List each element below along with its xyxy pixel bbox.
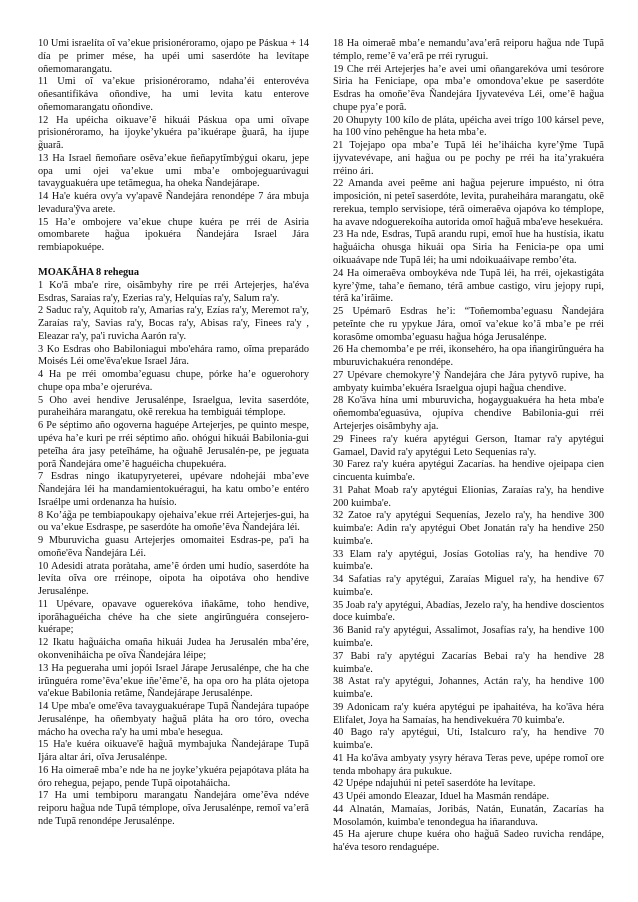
verse-paragraph: 4 Ha pe rréi omomba’eguasu chupe, pórke ha’e oguerohory chupe opa mba’e ojeruréva.	[38, 369, 309, 393]
verse-paragraph: 5 Oho avei hendive Jerusalénpe, Israelgua, levita saserdóte, puraheihára marangatu, okẽ rerekua ha tembiguái témplope.	[38, 394, 309, 419]
verse-paragraph: 17 Ha umi tembiporu marangatu Ñandejára ome’ẽva ndéve reiporu hag̃ua nde Tupã témplope, oĩva Jerusalénpe, remoĩ va’erã nde Tupã renondépe Jerusalénpe.	[38, 790, 309, 827]
verse-paragraph: 35 Joab ra'y apytégui, Abadías, Jezelo ra'y, ha hendive doscientos doce kuimba'e.	[333, 599, 604, 624]
verse-paragraph: 28 Ko'ãva hína umi mburuvicha, hogayguakuéra ha heta mba'e oñemomba'eguasúva, ojupíva chendive Babilonia-gui rréi Artejerjes oisãmbyhy aja.	[333, 395, 604, 432]
verse-paragraph: 7 Esdras ningo ikatupyryeterei, upévare ndohejái mba’eve Ñandejára léi ha mandamientokuéragui, ha katu ombo’e entéro Israélpe umi ordenanza ha huísio.	[38, 471, 309, 508]
verse-paragraph: 34 Safatias ra'y apytégui, Zaraías Miguel ra'y, ha hendive 67 kuimba'e.	[333, 574, 604, 598]
verse-paragraph: 27 Upévare chemokyre’ỹ Ñandejára che Jára pytyvõ rupive, ha ambyaty kuimba’ekuéra Israelgua ojupi hag̃ua chendive.	[333, 369, 604, 394]
verse-paragraph: 11 Umi oĩ va’ekue prisionéroramo, ndaha’éi enterovéva oñesantifikáva oñondive, ha umi levita katu enterove oñemomarangatu oñondive.	[38, 76, 309, 113]
verse-paragraph: 32 Zatoe ra'y apytégui Sequenías, Jezelo ra'y, ha hendive 300 kuimba'e: Adin ra'y apytégui Obet Jonatán ra'y ha hendive 250 kuimba'e.	[333, 510, 604, 547]
verse-paragraph: 40 Bago ra'y apytégui, Uti, Istalcuro ra'y, ha hendive 70 kuimba'e.	[333, 727, 604, 752]
verse-paragraph: 11 Upévare, opavave oguerekóva iñakãme, toho hendive, iporãhaguéicha chéve ha che siete angirũnguéra consejero-kuérape;	[38, 598, 309, 636]
verse-paragraph: 26 Ha chemomba’e pe rréi, ikonsehéro, ha opa iñangirũnguéra ha mburuvichakuéra renondépe.	[333, 344, 604, 369]
left-column	[38, 38, 309, 855]
verse-paragraph: 13 Ha pegueraha umi jopói Israel Járape Jerusalénpe, che ha che irũnguéra rome’ẽva’ekue iñe’ẽme’ẽ, ha opa oro ha pláta ojetopa va'ekue Babilonia retãme, Ñandejárape Jerusalénpe.	[38, 662, 309, 700]
verse-paragraph: 37 Babi ra'y apytégui Zacarías Bebai ra'y ha hendive 28 kuimba'e.	[333, 650, 604, 675]
verse-paragraph: 23 Ha nde, Esdras, Tupã arandu rupi, emoĩ hue ha hustísia, ikatu hag̃uáicha ohusga hikuái opa Siria ha Fenicia-pe opa umi oikuaávape nde Tupã léi; ha umi ndoikuaáivape rembo’éta.	[333, 229, 604, 267]
verse-paragraph: 2 Saduc ra'y, Aquitob ra'y, Amarias ra'y, Ezías ra'y, Meremot ra'y, Zaraías ra'y, Savias ra'y, Bocas ra'y, Abisas ra'y, Finees ra'y , Eleazar ra'y, pa'i ruvicha Aarón ra'y.	[38, 305, 309, 342]
verse-paragraph: 44 Alnatán, Mamaías, Joribás, Natán, Eunatán, Zacarías ha Mosolamón, kuimba'e tenondegua ha iñaranduva.	[333, 803, 604, 828]
verse-paragraph: 42 Upépe ndajuhúi ni peteĩ saserdóte ha levítape.	[333, 778, 536, 790]
verse-paragraph: 14 Ha'e kuéra ovy'a vy'apavẽ Ñandejára renondépe 7 ára mbuja levadura'ỹva arete.	[38, 191, 309, 215]
verse-paragraph: 12 Ikatu hag̃uáicha omaña hikuái Judea ha Jerusalén mba’ére, okonveniháicha pe oĩva Ñandejára léipe;	[38, 637, 309, 661]
verse-paragraph: 15 Ha'e kuéra oikuave'ẽ hag̃uã mymbajuka Ñandejárape Tupã Ijára altar ári, oĩva Jerusalénpe.	[38, 739, 309, 764]
verse-paragraph: 43 Upéi amondo Eleazar, Iduel ha Masmán rendápe.	[333, 791, 550, 803]
verse-paragraph: 45 Ha ajerure chupe kuéra oho hag̃uã Sadeo ruvicha rendápe, ha'éva tesoro rendaguépe.	[333, 829, 604, 854]
chapter-heading: MOAKÃHA 8 rehegua	[38, 267, 140, 279]
verse-paragraph: 39 Adonicam ra'y kuéra apytégui pe ipahaitéva, ha ko'ãva héra Elifalet, Joya ha Samaías, ha hendivekuéra 70 kuimba'e.	[333, 701, 604, 726]
verse-paragraph: 6 Pe séptimo año ogoverna haguépe Artejerjes, pe quinto mespe, upéva ha’e kuri pe rréi séptimo año. ohógui hikuái Babilonia-gui peteĩha ára jasy peteĩháme, ha og̃uahẽ Jerusalén-pe, pe jeguata porã Ñandejára ome’ẽ haguéicha chupekuéra.	[38, 420, 309, 470]
verse-paragraph: 31 Pahat Moab ra'y apytégui Elionias, Zaraías ra'y, ha hendive 200 kuimba'e.	[333, 484, 604, 509]
verse-paragraph: 22 Amanda avei peẽme ani hag̃ua pejerure impuésto, ni ótra imposición, ni peteĩ saserdóte, levita, puraheihára marangatu, okẽ rerekua, templo servisiope, térã oimeraẽva ojapóva ko témplope, ha avave ndoguerekoíha autorida omoĩ hag̃uã mba'eve hesekuéra.	[333, 178, 604, 228]
verse-paragraph: 25 Upémarõ Esdras he’i: “Toñemomba’eguasu Ñandejára peteĩnte che ru ypykue Jára, omoĩ va’ekue ko’ã mba’e pe rréi korasõme omomba’eguasu hag̃ua hóga Jerusalénpe.	[333, 306, 604, 343]
verse-paragraph: 3 Ko Esdras oho Babiloniagui mbo'ehára ramo, oĩma preparádo Moisés Léi ome'ẽva'ekue Israel Jára.	[38, 343, 309, 368]
verse-paragraph: 10 Adesidi atrata poràtaha, ame’ẽ órden umi hudío, saserdóte ha levíta oĩva ore rréinope, oipota ha oipotáva oho hendive Jerusalénpe.	[38, 560, 309, 598]
verse-paragraph: 1 Ko'ã mba'e rire, oisãmbyhy rire pe rréi Artejerjes, ha'éva Esdras, Saraias ra'y, Ezerias ra'y, Helquías ra'y, Salum ra'y.	[38, 279, 309, 304]
verse-paragraph: 19 Che rréi Artejerjes ha’e avei umi oñangarekóva umi tesórore Siria ha Feniciape, opa mba’e omondova’ekue pe saserdóte Esdras ha omoñe’ẽva Ñandejára Ijyvatevéva Léi, ome’ẽ hag̃ua chupe pya’e porã.	[333, 63, 604, 113]
verse-paragraph: 18 Ha oimeraẽ mba’e nemandu’ava’erã reiporu hag̃ua nde Tupã témplo, reme’ẽ va’erã pe rréi ryrugui.	[333, 38, 604, 62]
verse-paragraph: 14 Upe mba'e ome'ẽva tavayguakuérape Tupã Ñandejára tupaópe Jerusalénpe, ha oñembyaty hag̃uã pláta ha oro tóro, ovecha mácho ha ovecha ra'y ha umi mba'e hesegua.	[38, 701, 309, 738]
verse-paragraph: 29 Finees ra'y kuéra apytégui Gerson, Itamar ra'y apytégui Gamael, David ra'y apytégui Leto Sequenias ra'y.	[333, 433, 604, 458]
verse-paragraph: 41 Ha ko'ãva ambyaty ysyry hérava Teras peve, upépe romoĩ ore tenda mbohapy ára pukukue.	[333, 752, 604, 777]
verse-paragraph: 9 Mburuvicha guasu Artejerjes omomaitei Esdras-pe, pa'i ha omoñe'ẽva Ñandejára Léi.	[38, 535, 309, 559]
verse-paragraph: 16 Ha oimeraẽ mba’e nde ha ne joyke’ykuéra pejapótava pláta ha óro rehegua, pejapo, pende Tupã oipotaháicha.	[38, 764, 309, 789]
two-column-layout	[38, 38, 604, 855]
verse-paragraph: 24 Ha oimeraẽva omboykéva nde Tupã léi, ha rréi, ojekastigáta kyre’ỹme, taha’e ñemano, térã ambue castigo, viru jejopy rupi, térã ka’irãime.	[333, 267, 604, 305]
verse-paragraph: 12 Ha upéicha oikuave’ẽ hikuái Páskua opa umi oĩvape prisionéroramo, ha ijoyke’ykuéra pa’ikuérape g̃uarã, ha ijupe g̃uarã.	[38, 114, 309, 152]
verse-paragraph: 10 Umi israelíta oĩ va’ekue prisionéroramo, ojapo pe Páskua + 14 día pe primer mése, ha upéi umi saserdóte ha levítape oñemomarangatu.	[38, 38, 309, 75]
verse-paragraph: 20 Ohupyty 100 kílo de pláta, upéicha avei trígo 100 kársel peve, ha 100 víno pehẽngue ha heta mba’e.	[333, 114, 604, 139]
verse-paragraph: 21 Tojejapo opa mba’e Tupã léi he’iháicha kyre’ỹme Tupã ijyvatevévape, ani hag̃ua ou pe pochy pe rréi ha ita’yrakuéra rréino ári.	[333, 140, 604, 177]
verse-paragraph: 13 Ha Israel ñemoñare osẽva’ekue ñeñapytĩmbýgui okaru, jepe opa umi ojei va’ekue umi mba’e ombojeguarúvagui tavayguakuéra upe tetãmegua, ha oheka Ñandejárape.	[38, 152, 309, 190]
verse-paragraph: 38 Astat ra'y apytégui, Johannes, Actán ra'y, ha hendive 100 kuimba'e.	[333, 676, 604, 701]
verse-paragraph: 8 Ko’ág̃a pe tembiapoukapy ojehaiva’ekue rréi Artejerjes-gui, ha ou va’ekue Esdraspe, pe saserdóte ha omoñe’ẽva Ñandejára léi.	[38, 509, 309, 534]
verse-paragraph: 36 Banid ra'y apytégui, Assalimot, Josafías ra'y, ha hendive 100 kuimba'e.	[333, 625, 604, 649]
section-spacer	[38, 255, 309, 267]
verse-paragraph: 33 Elam ra'y apytégui, Josías Gotolias ra'y, ha hendive 70 kuimba'e.	[333, 548, 604, 573]
right-column	[333, 38, 604, 855]
verse-paragraph: 30 Farez ra'y kuéra apytégui Zacarías. ha hendive ojeipapa cien cincuenta kuimba'e.	[333, 459, 604, 484]
verse-paragraph: 15 Ha’e ombojere va’ekue chupe kuéra pe rréi de Asiria omombarete hag̃ua ipokuéra Ñandejára Israel Jára rembiapokuépe.	[38, 216, 309, 254]
